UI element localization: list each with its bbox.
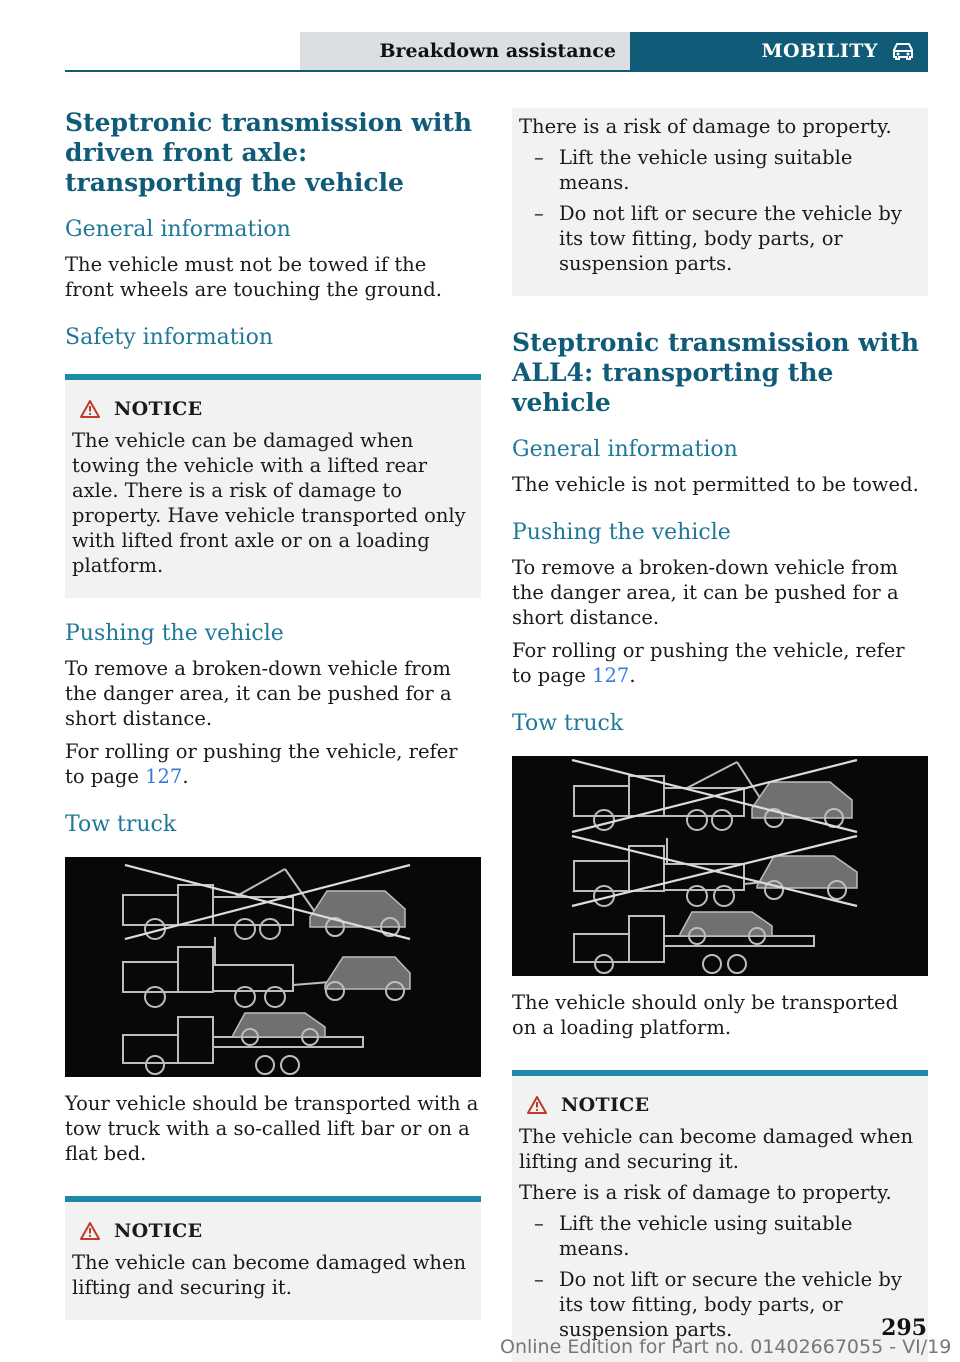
right-column [512, 108, 928, 1362]
right-tow-heading: Tow truck [512, 711, 624, 736]
left-notice-2 [65, 1196, 481, 1320]
header-section-title: Breakdown assistance [300, 32, 630, 70]
right-notice-text-1: The vehicle can become damaged when lifting and securing it. [519, 1125, 914, 1173]
notice-label: NOTICE [114, 398, 203, 420]
left-general-text: The vehicle must not be towed if the front wheels are touching the ground. [65, 253, 442, 301]
right-title: Steptronic transmission with ALL4: transporting the vehicle [512, 328, 920, 417]
left-column [65, 108, 481, 1320]
warning-icon [80, 400, 100, 418]
left-pushing-text: To remove a broken-down vehicle from the danger area, it can be pushed for a short distance. [65, 657, 452, 730]
right-general-text: The vehicle is not permitted to be towed. [512, 473, 919, 496]
list-item: – Do not lift or secure the vehicle by its tow fitting, body parts, or suspension parts. [519, 201, 920, 276]
car-icon [890, 41, 916, 61]
list-item: – Lift the vehicle using suitable means. [519, 1211, 920, 1261]
page-number: 295 [881, 1315, 927, 1341]
footer-edition: Online Edition for Part no. 01402667055 - VI/19 [500, 1336, 952, 1358]
notice-label: NOTICE [561, 1094, 650, 1116]
warning-icon [80, 1222, 100, 1240]
left-general-heading: General information [65, 217, 291, 242]
header-chapter-label: MOBILITY [761, 40, 878, 62]
right-notice-continued [512, 108, 928, 296]
notice-label: NOTICE [114, 1220, 203, 1242]
header-rule [65, 70, 928, 72]
left-rolling-text: For rolling or pushing the vehicle, refer to page 127. [65, 740, 458, 788]
list-item: – Lift the vehicle using suitable means. [519, 145, 920, 195]
tow-truck-illustration [512, 756, 928, 976]
right-notice-text-2: There is a risk of damage to property. [519, 1181, 892, 1204]
left-safety-heading: Safety information [65, 325, 273, 350]
right-tow-caption: The vehicle should only be transported on a loading platform. [512, 991, 899, 1039]
right-cont-text: There is a risk of damage to property. [519, 115, 892, 138]
warning-icon [527, 1096, 547, 1114]
list-item: – Do not lift or secure the vehicle by its tow fitting, body parts, or suspension parts. [519, 1267, 920, 1342]
right-cont-list [519, 145, 920, 276]
left-tow-heading: Tow truck [65, 812, 177, 837]
left-title: Steptronic transmission with driven front axle: transporting the vehicle [65, 108, 473, 197]
right-rolling-text: For rolling or pushing the vehicle, refer to page 127. [512, 639, 905, 687]
header-chapter [630, 32, 928, 70]
right-pushing-heading: Pushing the vehicle [512, 520, 731, 545]
left-notice-1-text: The vehicle can be damaged when towing the vehicle with a lifted rear axle. There is a risk of damage to property. Have vehicle transported only with lifted front axle or on a loading platform. [72, 429, 466, 577]
left-tow-caption: Your vehicle should be transported with a tow truck with a so-called lift bar or on a flat bed. [65, 1092, 479, 1165]
page-link[interactable]: 127 [145, 765, 183, 788]
right-notice [512, 1070, 928, 1362]
left-notice-2-text: The vehicle can become damaged when lifting and securing it. [72, 1251, 467, 1299]
page-link[interactable]: 127 [592, 664, 630, 687]
tow-truck-illustration [65, 857, 481, 1077]
left-pushing-heading: Pushing the vehicle [65, 621, 284, 646]
right-pushing-text: To remove a broken-down vehicle from the danger area, it can be pushed for a short distance. [512, 556, 899, 629]
left-notice-1 [65, 374, 481, 598]
right-notice-list [519, 1211, 920, 1342]
right-general-heading: General information [512, 437, 738, 462]
